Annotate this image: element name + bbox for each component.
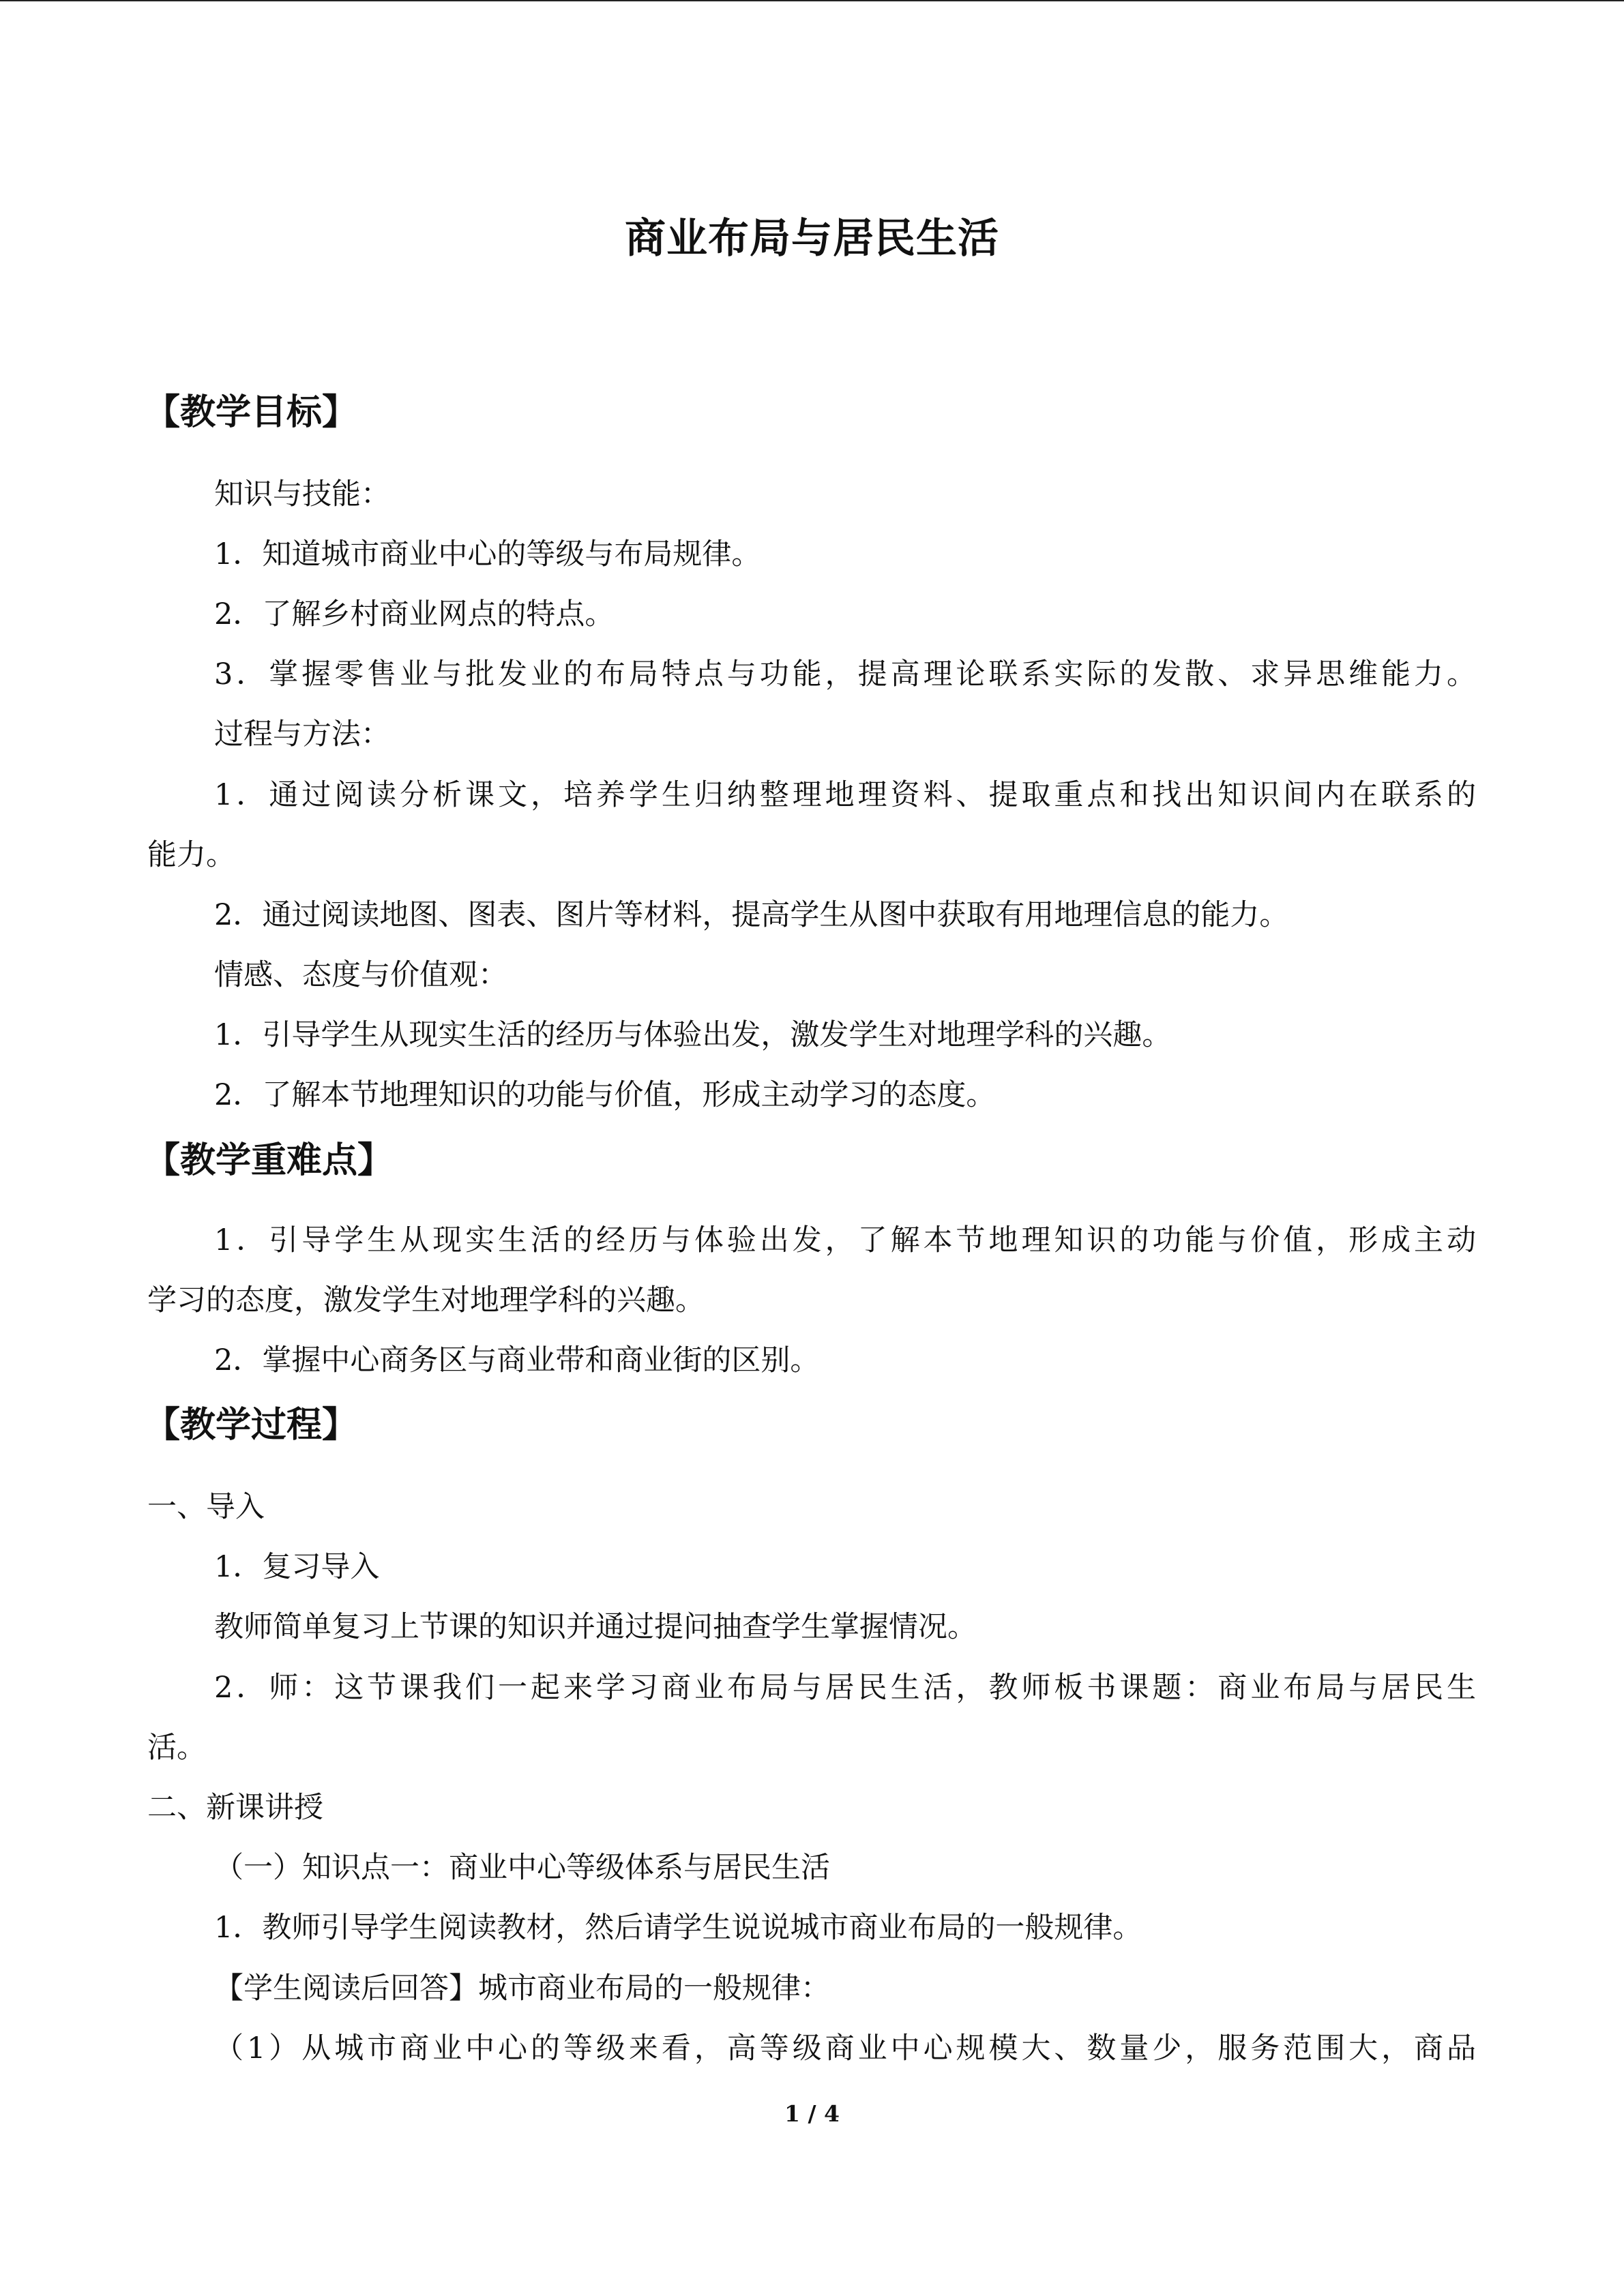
section-heading-key-points: 【教学重难点】: [145, 1140, 394, 1181]
paragraph-line: 3．掌握零售业与批发业的布局特点与功能，提高理论联系实际的发散、求异思维能力。: [214, 657, 1476, 691]
paragraph-line: 2．师：这节课我们一起来学习商业布局与居民生活，教师板书课题：商业布局与居民生: [214, 1671, 1476, 1705]
paragraph-line: 知识与技能：: [214, 477, 390, 511]
paragraph-line: 【学生阅读后回答】城市商业布局的一般规律：: [214, 1971, 830, 2006]
paragraph-line: 1．教师引导学生阅读教材，然后请学生说说城市商业布局的一般规律。: [214, 1911, 1142, 1945]
paragraph-line: 1．复习导入: [214, 1550, 380, 1584]
paragraph-line: 一、导入: [147, 1490, 265, 1524]
paragraph-line: 情感、态度与价值观：: [214, 958, 507, 992]
paragraph-line: 二、新课讲授: [147, 1791, 323, 1825]
paragraph-line: 2．了解乡村商业网点的特点。: [214, 597, 615, 631]
paragraph-line: 2．了解本节地理知识的功能与价值，形成主动学习的态度。: [214, 1078, 996, 1112]
paragraph-line: 学习的态度，激发学生对地理学科的兴趣。: [147, 1283, 705, 1317]
paragraph-line: （1）从城市商业中心的等级来看，高等级商业中心规模大、数量少，服务范围大，商品: [214, 2031, 1476, 2066]
paragraph-line: 1．引导学生从现实生活的经历与体验出发，激发学生对地理学科的兴趣。: [214, 1018, 1172, 1052]
paragraph-line: 能力。: [147, 838, 235, 872]
paragraph-line: 1．知道城市商业中心的等级与布局规律。: [214, 537, 761, 571]
paragraph-line: 1．通过阅读分析课文，培养学生归纳整理地理资料、提取重点和找出知识间内在联系的: [214, 778, 1476, 812]
page-number: 1 / 4: [784, 2100, 840, 2127]
paragraph-line: 教师简单复习上节课的知识并通过提问抽查学生掌握情况。: [214, 1610, 977, 1644]
document-title: 商业布局与居民生活: [625, 215, 999, 263]
paragraph-line: 1．引导学生从现实生活的经历与体验出发，了解本节地理知识的功能与价值，形成主动: [214, 1223, 1476, 1257]
paragraph-line: 过程与方法：: [214, 717, 390, 751]
paragraph-line: 2．通过阅读地图、图表、图片等材料，提高学生从图中获取有用地理信息的能力。: [214, 898, 1289, 932]
section-heading-objectives: 【教学目标】: [145, 392, 358, 433]
paragraph-line: 活。: [147, 1731, 206, 1765]
paragraph-line: 2．掌握中心商务区与商业带和商业街的区别。: [214, 1343, 820, 1377]
paragraph-line: （一）知识点一：商业中心等级体系与居民生活: [214, 1851, 830, 1885]
section-heading-process: 【教学过程】: [145, 1405, 358, 1446]
